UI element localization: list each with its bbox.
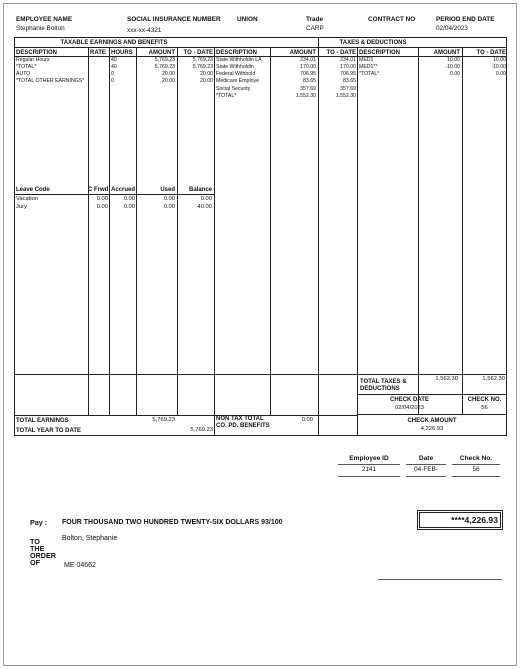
check-amount-label: CHECK AMOUNT bbox=[407, 418, 457, 424]
earnings-row-amount: 20.00 bbox=[162, 78, 175, 84]
co-pd-benefits-label: CO. PD. BENEFITS bbox=[216, 423, 270, 429]
tax-row-desc: *TOTAL* bbox=[216, 93, 237, 99]
total-taxes-label-2: DEDUCTIONS bbox=[360, 386, 400, 392]
tax-row-desc: Federal Withhold bbox=[216, 71, 256, 77]
earnings-row-amount: 5,769.23 bbox=[154, 64, 175, 70]
to-label: TO bbox=[30, 537, 40, 546]
tax-row-todate: 83.65 bbox=[343, 78, 356, 84]
tax-row-desc: Medicare Employe bbox=[216, 78, 259, 84]
signature-line bbox=[378, 579, 502, 580]
leave-row-used: 0.00 bbox=[163, 196, 175, 202]
deduction-row-desc: *TOTAL* bbox=[359, 71, 380, 77]
leave-row-used: 0.00 bbox=[163, 204, 175, 210]
check-amount-box bbox=[417, 510, 503, 530]
tax-row-desc: State Withholdin bbox=[216, 64, 254, 70]
tax-row-desc: Social Security bbox=[216, 86, 251, 92]
earnings-row-todate: 5,769.23 bbox=[192, 64, 213, 70]
leave-row-accrued: 0.00 bbox=[123, 196, 135, 202]
leave-col-accrued: Accrued bbox=[111, 187, 136, 193]
tax-row-amount: 706.95 bbox=[300, 71, 316, 77]
deduction-row-todate: 0.00 bbox=[495, 71, 506, 77]
taxes-col-todate: TO - DATE bbox=[326, 50, 356, 56]
tax-row-amount: 357.69 bbox=[300, 86, 316, 92]
payee-name: Bolton, Stephanie bbox=[62, 535, 118, 542]
the-label: THE bbox=[30, 544, 45, 553]
earnings-row-hours: 40 bbox=[111, 64, 117, 70]
earnings-col-todate: TO - DATE bbox=[183, 50, 213, 56]
order-label: ORDER bbox=[30, 551, 56, 560]
leave-row-accrued: 0.00 bbox=[123, 204, 135, 210]
earnings-row-todate: 20.00 bbox=[200, 71, 213, 77]
tax-row-amount: 1,552.30 bbox=[295, 93, 316, 99]
deduction-row-amount: 0.00 bbox=[449, 71, 460, 77]
taxes-col-amount: AMOUNT bbox=[289, 50, 316, 56]
tax-row-todate: 170.00 bbox=[340, 64, 356, 70]
earnings-row-todate: 5,769.23 bbox=[192, 57, 213, 63]
period-end-label: PERIOD END DATE bbox=[436, 16, 495, 23]
sin-value: xxx-xx-4321 bbox=[127, 27, 162, 34]
earnings-col-amount: AMOUNT bbox=[148, 50, 175, 56]
earnings-row-hours: 0 bbox=[111, 71, 114, 77]
ytd-label: TOTAL YEAR TO DATE bbox=[16, 428, 82, 434]
check-amount-figure: ****4,226.93 bbox=[451, 515, 498, 525]
total-taxes-label: TOTAL TAXES & bbox=[360, 379, 407, 385]
trade-value: CARP bbox=[306, 25, 324, 32]
leave-row-balance: 0.00 bbox=[200, 196, 212, 202]
tax-row-amount: 83.65 bbox=[303, 78, 316, 84]
earnings-row-amount: 5,769.23 bbox=[154, 57, 175, 63]
pay-label: Pay : bbox=[30, 518, 48, 527]
leave-row-balance: 40.00 bbox=[197, 204, 212, 210]
check-no: 56 bbox=[481, 405, 488, 411]
check-employee-id: 2141 bbox=[361, 466, 377, 473]
payee-address: ME 04662 bbox=[64, 562, 96, 569]
tax-row-todate: 234.01 bbox=[340, 57, 356, 63]
earnings-row-todate: 20.00 bbox=[200, 78, 213, 84]
total-earnings-value: 5,769.23 bbox=[152, 417, 175, 423]
deductions-col-amount: AMOUNT bbox=[433, 50, 460, 56]
check-employee-id-label: Employee ID bbox=[349, 455, 389, 462]
leave-col-cfrwd: C Frwd bbox=[88, 187, 109, 193]
deduction-row-amount: -10.00 bbox=[445, 64, 460, 70]
deduction-row-desc: MED1 bbox=[359, 57, 374, 63]
contract-label: CONTRACT NO bbox=[368, 16, 416, 23]
ytd-value: 5,769.23 bbox=[190, 427, 213, 433]
deduction-row-amount: 10.00 bbox=[447, 57, 460, 63]
earnings-row-desc: AUTO bbox=[16, 71, 31, 77]
check-date: 02/04/2023 bbox=[394, 405, 424, 411]
leave-col-code: Leave Code bbox=[16, 187, 50, 193]
employee-name-label: EMPLOYEE NAME bbox=[16, 16, 73, 23]
tax-row-amount: 234.01 bbox=[300, 57, 316, 63]
deductions-col-todate: TO - DATE bbox=[476, 50, 506, 56]
non-tax-label: NON TAX TOTAL bbox=[216, 416, 264, 422]
period-end-date: 02/04/2023 bbox=[436, 25, 468, 32]
leave-row-code: Jury bbox=[16, 204, 27, 210]
total-earnings-label: TOTAL EARNINGS bbox=[16, 418, 69, 424]
earnings-row-desc: *TOTAL OTHER EARNINGS* bbox=[16, 78, 85, 84]
earnings-row-hours: 40 bbox=[111, 57, 117, 63]
check-number: 56 bbox=[472, 466, 480, 473]
leave-row-cfrwd: 0.00 bbox=[96, 204, 108, 210]
check-date-label: CHECK DATE bbox=[390, 397, 429, 403]
earnings-row-amount: 20.00 bbox=[162, 71, 175, 77]
trade-label: Trade bbox=[306, 16, 324, 23]
tax-row-amount: 170.00 bbox=[300, 64, 316, 70]
sin-label: SOCIAL INSURANCE NUMBER bbox=[127, 16, 221, 23]
taxes-col-description: DESCRIPTION bbox=[216, 50, 258, 56]
earnings-row-desc: Regular Hours bbox=[16, 57, 50, 63]
deduction-row-desc: MED1** bbox=[359, 64, 378, 70]
leave-col-used: Used bbox=[160, 187, 175, 193]
leave-col-balance: Balance bbox=[188, 187, 212, 193]
earnings-row-hours: 0 bbox=[111, 78, 114, 84]
employee-name: Stephanie Bolton bbox=[16, 25, 65, 32]
deduction-row-todate: 10.00 bbox=[493, 57, 506, 63]
earnings-row-desc: *TOTAL* bbox=[16, 64, 37, 70]
earnings-section-title: TAXABLE EARNINGS AND BENEFITS bbox=[60, 40, 168, 46]
taxes-section-title: TAXES & DEDUCTIONS bbox=[339, 40, 407, 46]
total-taxes-todate: 1,562.30 bbox=[482, 376, 505, 382]
non-tax-value: 0.00 bbox=[301, 417, 313, 423]
union-label: UNION bbox=[237, 16, 258, 23]
tax-row-todate: 1,552.30 bbox=[335, 93, 356, 99]
earnings-col-hours: HOURS bbox=[111, 50, 133, 56]
check-no-label: CHECK NO. bbox=[467, 397, 502, 403]
of-label: OF bbox=[30, 558, 40, 567]
earnings-col-description: DESCRIPTION bbox=[16, 50, 58, 56]
pay-amount-words: FOUR THOUSAND TWO HUNDRED TWENTY-SIX DOLLARS 93/100 bbox=[62, 519, 283, 526]
earnings-col-rate: RATE bbox=[90, 50, 106, 56]
check-amount: 4,226.93 bbox=[420, 426, 444, 432]
check-number-label: Check No. bbox=[459, 455, 493, 462]
tax-row-todate: 706.95 bbox=[340, 71, 356, 77]
leave-row-code: Vacation bbox=[16, 196, 39, 202]
check-date-col-label: Date bbox=[418, 455, 434, 462]
leave-row-cfrwd: 0.00 bbox=[96, 196, 108, 202]
total-taxes-amount: 1,562.30 bbox=[435, 376, 458, 382]
tax-row-todate: 357.69 bbox=[340, 86, 356, 92]
deduction-row-todate: -10.00 bbox=[491, 64, 506, 70]
check-date-col: 04-FEB- bbox=[414, 466, 438, 473]
deductions-col-description: DESCRIPTION bbox=[359, 50, 401, 56]
tax-row-desc: State Withholdin LA bbox=[216, 57, 262, 63]
